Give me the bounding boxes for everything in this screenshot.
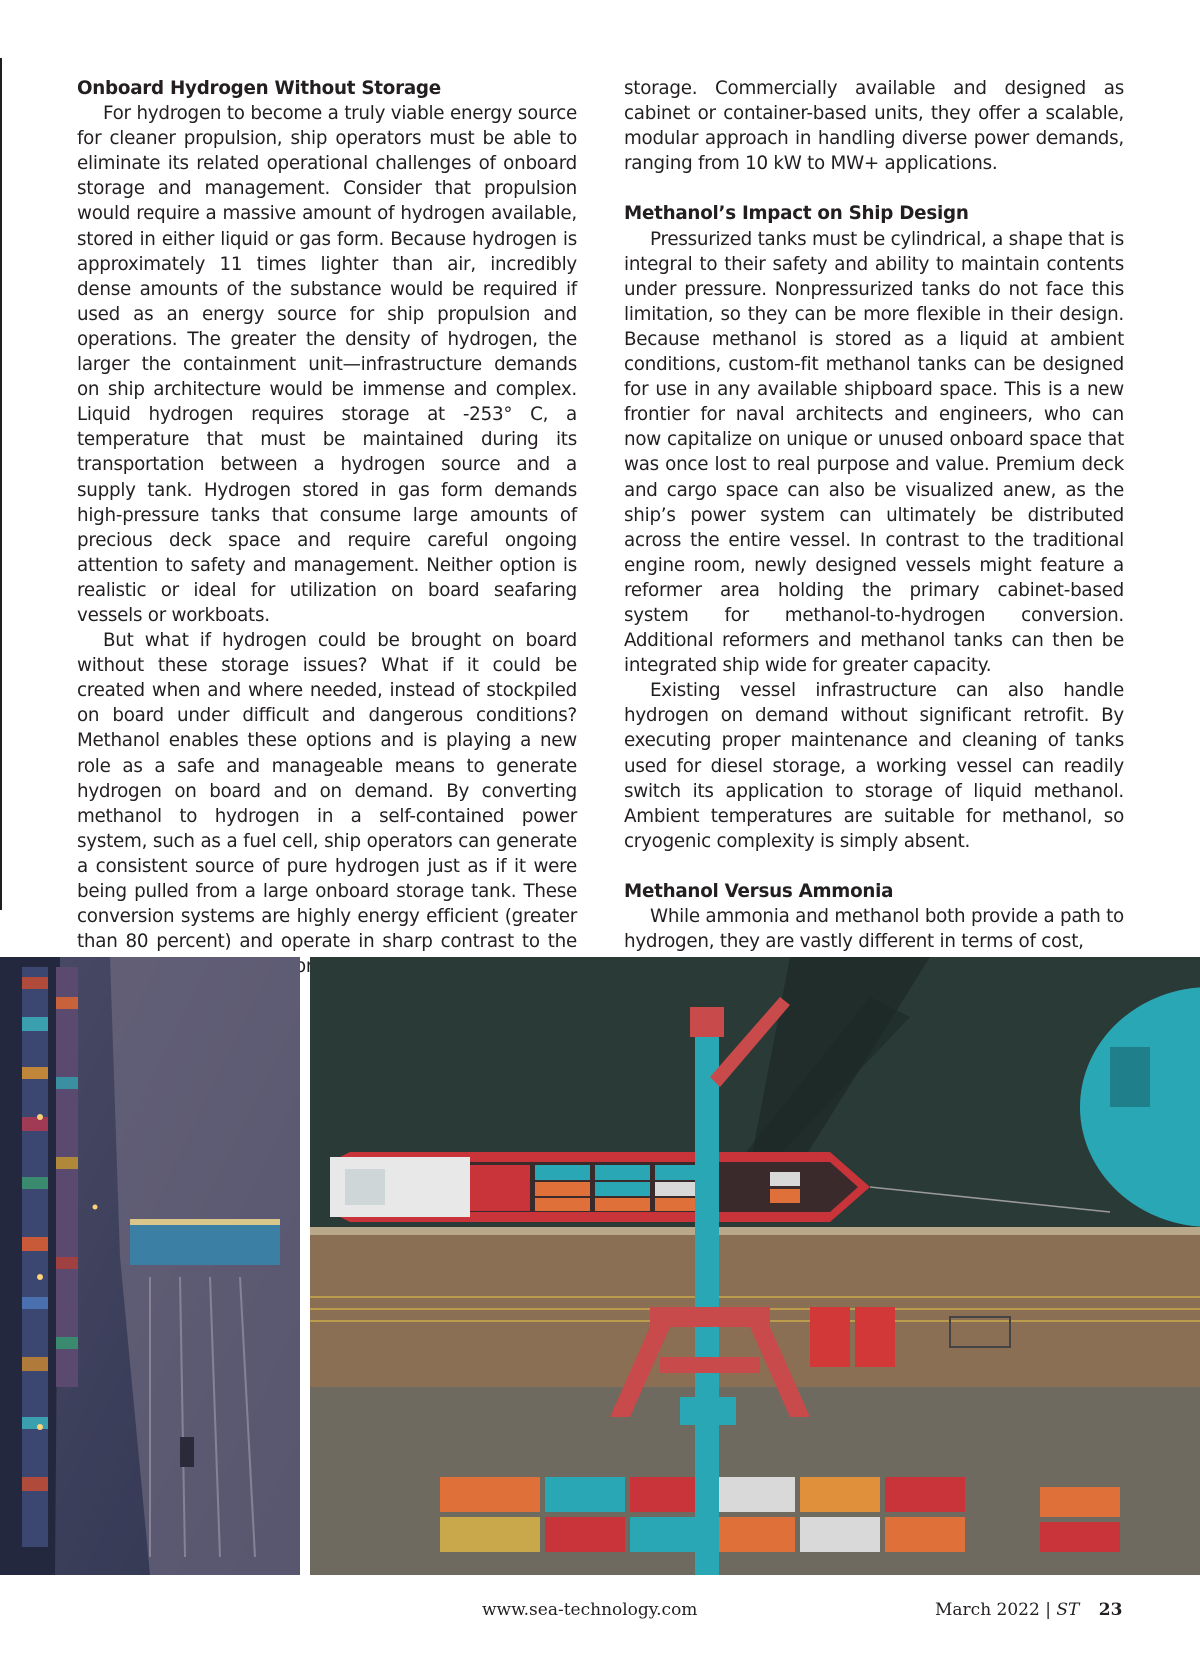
article-column-right: [624, 76, 1124, 954]
footer-url: www.sea-technology.com: [482, 1600, 698, 1620]
terminal-building-roof: [130, 1219, 280, 1265]
footer-issue-info: [935, 1597, 1122, 1623]
body-paragraph-continued: storage. Commercially available and designed as cabinet or container-based units, they offer a scalable, modular approach in handling diverse power demands, ranging from 10 kW to MW+ applications.: [624, 78, 1124, 175]
body-paragraph: But what if hydrogen could be brought on board without these storage issues? What if it could be created when and where needed, instead of stockpiled on board under difficult and dangerous conditions? Methanol enables these options and is playing a new role as a safe and manageable means to generate hydrogen on board and on demand. By converting methanol to hydrogen in a self-contained power system, such as a fuel cell, ship operators can generate a consistent source of pure hydrogen just as if it were being pulled from a large onboard storage tank. These conversion systems are highly energy efficient (greater than 80 percent) and operate in sharp contrast to the: [77, 630, 577, 953]
page-margin-rule: [0, 58, 2, 910]
port-aerial-photo: [0, 957, 300, 1575]
port-aerial-illustration: [0, 957, 300, 1575]
container-ship-illustration: [310, 957, 1200, 1575]
section-heading: Onboard Hydrogen Without Storage: [77, 78, 441, 99]
footer-date: March 2022: [935, 1600, 1040, 1620]
cargo-ship: [330, 1152, 870, 1222]
body-paragraph: Pressurized tanks must be cylindrical, a shape that is integral to their safety and ability to maintain contents under pressure. Nonpressurized tanks do not face this limitation, so they can be more flexible in their design. Because methanol is stored as a liquid at ambient conditions, custom-fit methanol tanks can be designed for use in any available shipboard space. This is a new frontier for naval architects and engineers, who can now capitalize on unique or unused onboard space that was once lost to real purpose and value. Premium deck and cargo space can also be visualized anew, as the ship’s power system can ultimately be distributed across the entire vessel. In contrast to the traditional engine room, newly designed vessels might feature a reformer area holding the primary cabinet-based system for methanol-to-hydrogen conversion. Additional reformers and methanol tanks can then be integrated ship wide for greater capacity.: [624, 228, 1124, 677]
body-paragraph: For hydrogen to become a truly viable energy source for cleaner propulsion, ship operators must be able to eliminate its related operational challenges of onboard storage and management. Consider that propulsion would require a massive amount of hydrogen available, stored in either liquid or gas form. Because hydrogen is approximately 11 times lighter than air, incredibly dense amounts of the substance would be required if used as an energy source for ship propulsion and operations. The greater the density of hydrogen, the larger the containment unit—infrastructure demands on ship architecture would be immense and complex. Liquid hydrogen requires storage at -253° C, a temperature that must be maintained during its transportation between a hydrogen source and a supply tank. Hydrogen stored in gas form demands high-pressure tanks that consume large amounts of precious deck space and require careful ongoing attention to safety and management. Neither option is realistic or ideal for utilization on board seafaring vessels or workboats.: [77, 103, 577, 626]
section-heading: Methanol Versus Ammonia: [624, 881, 894, 902]
article-column-left: [77, 76, 577, 979]
body-paragraph: While ammonia and methanol both provide a path to hydrogen, they are vastly different in terms of cost,: [624, 906, 1124, 953]
section-heading: Methanol’s Impact on Ship Design: [624, 203, 969, 225]
page-number: 23: [1098, 1600, 1123, 1620]
body-paragraph: Existing vessel infrastructure can also handle hydrogen on demand without significant retrofit. By executing proper maintenance and cleaning of tanks used for diesel storage, a working vessel can readily switch its application to storage of liquid methanol. Ambient temperatures are suitable for methanol, so cryogenic complexity is simply absent.: [624, 680, 1124, 852]
container-ship-aerial-photo: [310, 957, 1200, 1575]
footer-separator: |: [1045, 1600, 1051, 1620]
footer-magazine: ST: [1056, 1600, 1080, 1620]
